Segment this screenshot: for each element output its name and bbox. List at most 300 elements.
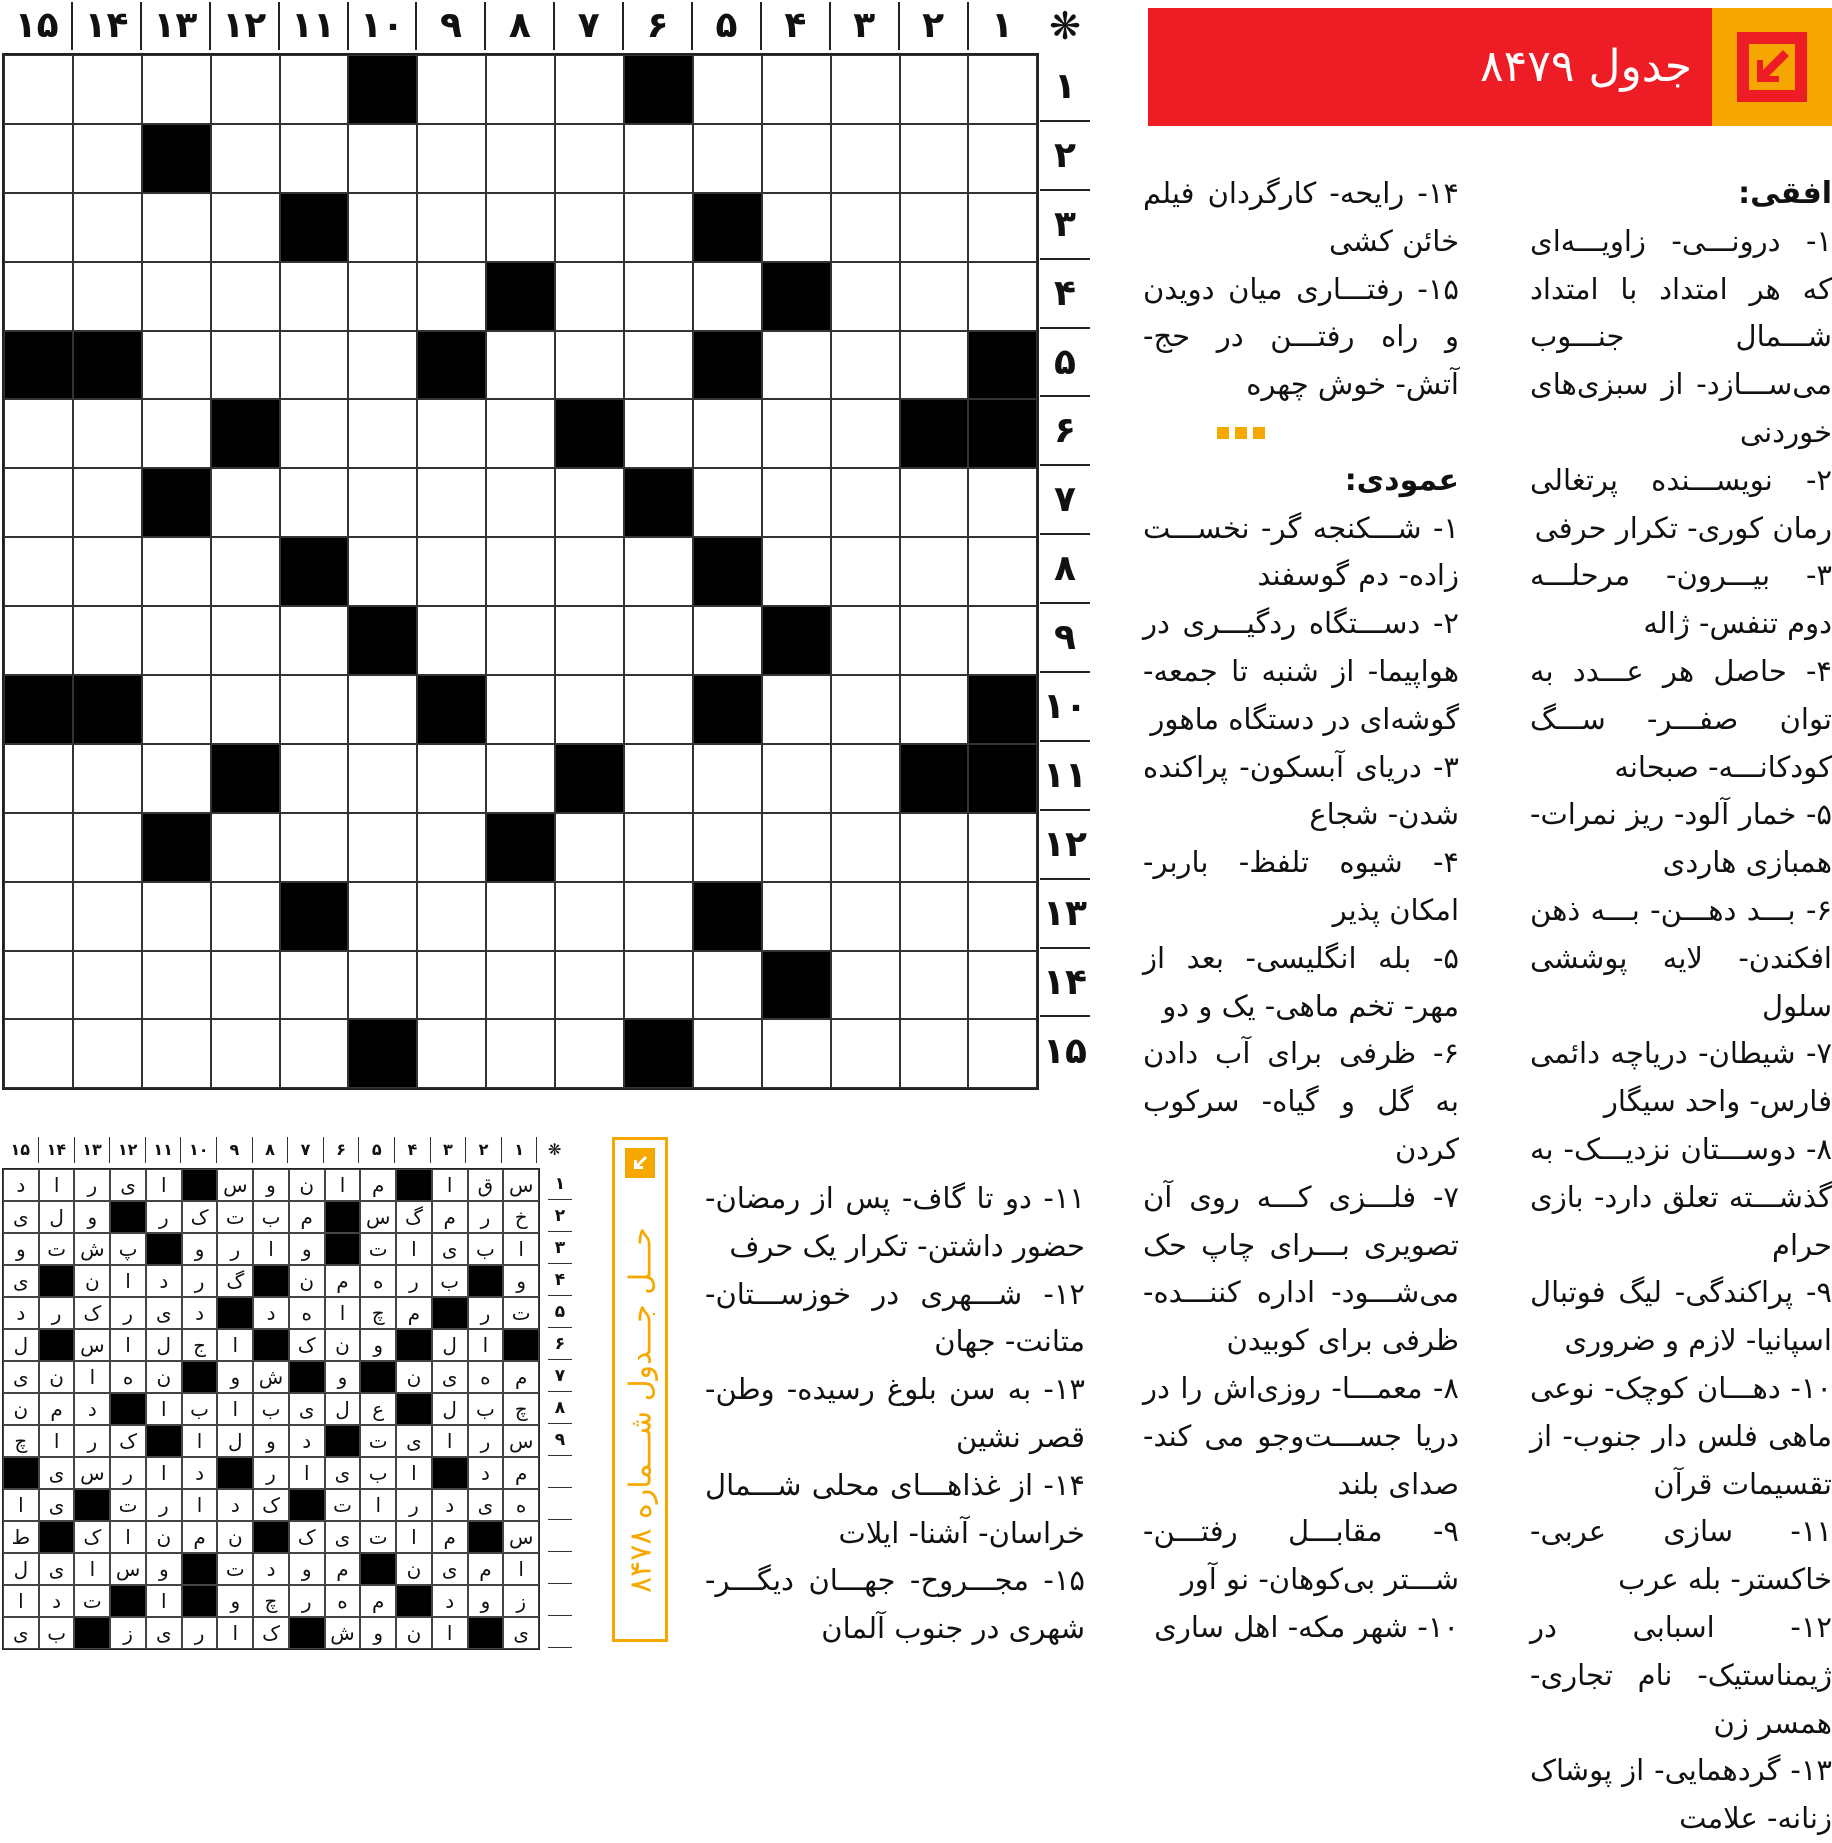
grid-row-label: ۷ [1040,466,1090,535]
grid-cell[interactable] [417,399,486,468]
grid-cell[interactable] [280,124,349,193]
grid-cell[interactable] [486,124,555,193]
grid-cell[interactable] [900,468,969,537]
solution-block-cell [289,1489,325,1521]
grid-cell[interactable] [280,1019,349,1088]
solution-grid [2,1168,540,1650]
grid-block-cell [348,606,417,675]
grid-cell[interactable] [348,744,417,813]
grid-cell[interactable] [348,951,417,1020]
solution-cell: د [432,1585,468,1617]
grid-cell[interactable] [348,193,417,262]
grid-cell[interactable] [555,951,624,1020]
solution-cell: ج [182,1329,218,1361]
solution-cell: ن [396,1553,432,1585]
grid-cell[interactable] [73,744,142,813]
solution-cell: ا [182,1489,218,1521]
solution-cell: ن [396,1617,432,1649]
grid-cell[interactable] [831,675,900,744]
solution-cell: ن [217,1521,253,1553]
grid-cell[interactable] [831,262,900,331]
grid-column-label: ۶ [622,2,691,50]
down-clue-14: ۱۴- از غذاهـــای محلی شـــمال خراسان- آشنا- ایلات [705,1467,1085,1550]
solution-cell: د [217,1489,253,1521]
grid-cell[interactable] [348,882,417,951]
solution-cell: ک [110,1425,146,1457]
solution-cell: ا [74,1553,110,1585]
grid-cell[interactable] [624,951,693,1020]
grid-cell[interactable] [417,55,486,124]
grid-cell[interactable] [486,537,555,606]
grid-cell[interactable] [417,1019,486,1088]
grid-cell[interactable] [211,675,280,744]
solution-block-cell [468,1617,504,1649]
grid-cell[interactable] [4,1019,73,1088]
grid-cell[interactable] [486,193,555,262]
grid-cell[interactable] [624,744,693,813]
grid-cell[interactable] [73,399,142,468]
solution-cell: ر [182,1265,218,1297]
down-clue-11: ۱۱- دو تا گاف- پس از رمضان- حضور داشتن- تکرار یک حرف [705,1181,1085,1263]
grid-cell[interactable] [762,1019,831,1088]
grid-cell[interactable] [142,262,211,331]
solution-cell: م [360,1169,396,1201]
grid-cell[interactable] [968,813,1037,882]
solution-cell: و [74,1201,110,1233]
solution-cell: ا [3,1585,39,1617]
grid-cell[interactable] [73,537,142,606]
solution-block-cell [146,1233,182,1265]
grid-cell[interactable] [142,399,211,468]
solution-cell: ز [110,1617,146,1649]
grid-cell[interactable] [693,399,762,468]
down-clue-13: ۱۳- به سن بلوغ رسیده- وطن- قصر نشین [705,1372,1085,1454]
grid-cell[interactable] [4,882,73,951]
grid-cell[interactable] [280,675,349,744]
solution-column-label: ۱۴ [38,1137,74,1163]
grid-cell[interactable] [211,55,280,124]
grid-cell[interactable] [624,813,693,882]
grid-column-label: ۱۴ [71,2,140,50]
lower-clues-column [705,1175,1085,1653]
solution-cell: ا [396,1233,432,1265]
solution-cell: ت [503,1297,539,1329]
grid-cell[interactable] [624,193,693,262]
grid-cell[interactable] [417,537,486,606]
grid-block-cell [142,124,211,193]
solution-cell: ا [146,1169,182,1201]
grid-cell[interactable] [486,675,555,744]
grid-cell[interactable] [211,262,280,331]
grid-cell[interactable] [142,744,211,813]
grid-cell[interactable] [211,606,280,675]
grid-cell[interactable] [348,124,417,193]
grid-cell[interactable] [142,1019,211,1088]
grid-cell[interactable] [4,262,73,331]
solution-cell: ر [74,1169,110,1201]
solution-block-cell [360,1553,396,1585]
grid-cell[interactable] [624,606,693,675]
grid-cell[interactable] [280,399,349,468]
solution-cell: ن [146,1361,182,1393]
solution-cell: ی [432,1553,468,1585]
grid-cell[interactable] [4,606,73,675]
grid-cell[interactable] [4,55,73,124]
solution-cell: س [110,1553,146,1585]
grid-cell[interactable] [142,951,211,1020]
grid-cell[interactable] [900,813,969,882]
grid-cell[interactable] [693,55,762,124]
grid-cell[interactable] [211,537,280,606]
solution-cell: ا [182,1425,218,1457]
puzzle-header [1148,8,1832,126]
grid-cell[interactable] [693,813,762,882]
grid-cell[interactable] [900,262,969,331]
grid-cell[interactable] [693,606,762,675]
grid-cell[interactable] [831,1019,900,1088]
grid-cell[interactable] [486,331,555,400]
grid-block-cell [280,882,349,951]
grid-cell[interactable] [73,882,142,951]
grid-block-cell [693,193,762,262]
grid-cell[interactable] [555,1019,624,1088]
grid-block-cell [280,537,349,606]
solution-block-cell [182,1169,218,1201]
solution-cell: ک [74,1297,110,1329]
down-clue-6: ۶- ظرفی برای آب دادن به گل و گیاه- سرکوب کردن [1143,1036,1459,1166]
grid-cell[interactable] [348,675,417,744]
grid-cell[interactable] [280,262,349,331]
solution-cell: چ [360,1297,396,1329]
grid-row-label: ۶ [1040,397,1090,466]
solution-cell: ک [182,1201,218,1233]
grid-cell[interactable] [968,1019,1037,1088]
grid-cell[interactable] [348,399,417,468]
grid-cell[interactable] [831,813,900,882]
grid-cell[interactable] [417,813,486,882]
solution-cell: ی [503,1617,539,1649]
grid-cell[interactable] [73,813,142,882]
grid-cell[interactable] [831,744,900,813]
grid-cell[interactable] [555,537,624,606]
grid-cell[interactable] [693,262,762,331]
grid-cell[interactable] [417,193,486,262]
grid-cell[interactable] [555,331,624,400]
solution-cell: م [432,1201,468,1233]
grid-cell[interactable] [142,606,211,675]
grid-cell[interactable] [417,262,486,331]
grid-block-cell [624,1019,693,1088]
grid-cell[interactable] [624,262,693,331]
solution-block-cell [217,1297,253,1329]
grid-cell[interactable] [73,606,142,675]
solution-cell: ر [74,1425,110,1457]
grid-cell[interactable] [280,744,349,813]
grid-cell[interactable] [73,193,142,262]
grid-cell[interactable] [968,193,1037,262]
grid-cell[interactable] [417,606,486,675]
grid-cell[interactable] [693,124,762,193]
grid-cell[interactable] [142,675,211,744]
grid-cell[interactable] [417,882,486,951]
solution-cell: ن [39,1361,75,1393]
grid-row-label: ۳ [1040,191,1090,260]
grid-cell[interactable] [211,813,280,882]
grid-cell[interactable] [4,537,73,606]
grid-row-label: ۴ [1040,260,1090,329]
grid-cell[interactable] [762,882,831,951]
solution-cell: ر [468,1297,504,1329]
crossword-grid[interactable] [2,53,1039,1090]
grid-cell[interactable] [555,606,624,675]
grid-cell[interactable] [831,124,900,193]
grid-cell[interactable] [417,744,486,813]
grid-cell[interactable] [968,882,1037,951]
solution-cell: ر [182,1617,218,1649]
grid-cell[interactable] [900,55,969,124]
grid-cell[interactable] [486,744,555,813]
solution-cell: د [253,1297,289,1329]
arrow-down-left-icon [625,1148,655,1178]
solution-cell: ز [503,1585,539,1617]
solution-block-cell [325,1233,361,1265]
solution-cell: ت [360,1521,396,1553]
grid-cell[interactable] [280,951,349,1020]
grid-cell[interactable] [348,537,417,606]
grid-cell[interactable] [900,124,969,193]
grid-cell[interactable] [486,1019,555,1088]
grid-cell[interactable] [624,537,693,606]
solution-cell: ا [217,1617,253,1649]
grid-cell[interactable] [693,1019,762,1088]
solution-cell: ا [110,1329,146,1361]
solution-block-cell [253,1521,289,1553]
grid-cell[interactable] [624,675,693,744]
grid-cell[interactable] [693,468,762,537]
grid-cell[interactable] [831,55,900,124]
grid-cell[interactable] [555,124,624,193]
grid-cell[interactable] [142,193,211,262]
grid-cell[interactable] [142,537,211,606]
grid-cell[interactable] [968,468,1037,537]
solution-cell: و [3,1233,39,1265]
grid-cell[interactable] [280,331,349,400]
grid-cell[interactable] [4,124,73,193]
grid-cell[interactable] [900,675,969,744]
grid-cell[interactable] [348,262,417,331]
grid-cell[interactable] [73,468,142,537]
grid-cell[interactable] [555,813,624,882]
grid-cell[interactable] [4,468,73,537]
grid-cell[interactable] [693,744,762,813]
solution-cell: ا [325,1297,361,1329]
grid-cell[interactable] [486,55,555,124]
solution-cell: ا [110,1265,146,1297]
grid-cell[interactable] [762,813,831,882]
solution-cell: ی [3,1265,39,1297]
grid-cell[interactable] [762,675,831,744]
grid-cell[interactable] [900,951,969,1020]
grid-cell[interactable] [762,124,831,193]
solution-cell: ر [110,1457,146,1489]
grid-cell[interactable] [280,468,349,537]
grid-cell[interactable] [831,882,900,951]
grid-cell[interactable] [211,468,280,537]
grid-cell[interactable] [555,675,624,744]
grid-cell[interactable] [73,951,142,1020]
grid-cell[interactable] [624,124,693,193]
grid-column-label: ۲ [898,2,967,50]
grid-cell[interactable] [831,193,900,262]
across-clue-12: ۱۲- اسبابی در ژیمناستیک- نام تجاری- همسر زن [1530,1609,1832,1740]
solution-block-cell [39,1521,75,1553]
grid-cell[interactable] [73,262,142,331]
solution-cell: ا [217,1329,253,1361]
grid-cell[interactable] [348,468,417,537]
grid-cell[interactable] [831,951,900,1020]
grid-cell[interactable] [486,606,555,675]
grid-cell[interactable] [486,951,555,1020]
grid-cell[interactable] [555,193,624,262]
grid-cell[interactable] [900,1019,969,1088]
solution-block-cell [396,1329,432,1361]
solution-block-cell [74,1489,110,1521]
solution-cell: ا [503,1553,539,1585]
grid-cell[interactable] [4,399,73,468]
grid-cell[interactable] [486,882,555,951]
grid-block-cell [142,468,211,537]
solution-title: حـــل جـــدول شـــماره ۸۴۷۸ [623,1227,659,1593]
solution-cell: ا [74,1361,110,1393]
grid-cell[interactable] [4,193,73,262]
grid-cell[interactable] [831,606,900,675]
grid-cell[interactable] [142,331,211,400]
solution-cell: ی [325,1521,361,1553]
grid-cell[interactable] [762,399,831,468]
grid-cell[interactable] [348,813,417,882]
solution-cell: د [468,1457,504,1489]
grid-cell[interactable] [900,537,969,606]
grid-cell[interactable] [831,399,900,468]
grid-cell[interactable] [555,882,624,951]
grid-cell[interactable] [555,55,624,124]
solution-cell: م [396,1297,432,1329]
grid-cell[interactable] [417,468,486,537]
grid-cell[interactable] [4,813,73,882]
solution-row-label [548,1520,572,1552]
across-clue-2: ۲- نویســـنده پرتغالی رمان کوری- تکرار حرفی [1530,462,1832,545]
down-clue-3: ۳- دریای آبسکون- پراکنده شدن- شجاع [1143,749,1459,832]
grid-cell[interactable] [831,331,900,400]
grid-cell[interactable] [211,193,280,262]
grid-cell[interactable] [693,951,762,1020]
grid-cell[interactable] [762,744,831,813]
across-clue-7: ۷- شیطان- دریاچه دائمی فارس- واحد سیگار [1530,1036,1832,1119]
across-clue-9: ۹- پراکندگی- لیگ فوتبال اسپانیا- لازم و ضروری [1530,1275,1832,1358]
grid-cell[interactable] [762,193,831,262]
grid-cell[interactable] [555,468,624,537]
grid-cell[interactable] [968,951,1037,1020]
grid-cell[interactable] [762,537,831,606]
solution-cell: خ [503,1201,539,1233]
grid-cell[interactable] [211,331,280,400]
solution-cell: د [3,1297,39,1329]
solution-cell: ت [360,1233,396,1265]
grid-cell[interactable] [211,124,280,193]
grid-row-label: ۱ [1040,53,1090,122]
grid-cell[interactable] [486,399,555,468]
across-clue-4: ۴- حاصل هر عـــدد به توان صفـــر- ســـگ کودکانـــه- صبحانه [1530,653,1832,784]
grid-cell[interactable] [211,951,280,1020]
solution-column-label: ۵ [358,1137,394,1163]
grid-cell[interactable] [417,951,486,1020]
grid-cell[interactable] [73,124,142,193]
grid-cell[interactable] [486,468,555,537]
solution-cell: ی [432,1233,468,1265]
grid-cell[interactable] [968,262,1037,331]
across-clue-10: ۱۰- دهـــان کوچک- نوعی ماهی فلس دار جنوب- از تقسیمات قرآن [1530,1370,1832,1501]
grid-cell[interactable] [555,262,624,331]
grid-cell[interactable] [624,331,693,400]
grid-cell[interactable] [4,951,73,1020]
grid-cell[interactable] [73,55,142,124]
grid-cell[interactable] [762,468,831,537]
grid-block-cell [762,262,831,331]
grid-cell[interactable] [142,882,211,951]
grid-cell[interactable] [900,606,969,675]
solution-block-cell [325,1425,361,1457]
grid-cell[interactable] [762,331,831,400]
grid-cell[interactable] [417,124,486,193]
across-clue-5: ۵- خمار آلود- ریز نمرات- همبازی هاردی [1530,797,1832,880]
solution-cell: د [182,1457,218,1489]
solution-cell: ی [146,1297,182,1329]
solution-cell: ی [3,1201,39,1233]
grid-cell[interactable] [624,882,693,951]
grid-cell[interactable] [831,468,900,537]
grid-cell[interactable] [900,193,969,262]
grid-cell[interactable] [900,882,969,951]
grid-cell[interactable] [762,55,831,124]
solution-cell: ا [146,1457,182,1489]
grid-cell[interactable] [280,813,349,882]
solution-cell: ب [360,1457,396,1489]
solution-cell: م [289,1201,325,1233]
solution-block-cell [325,1201,361,1233]
grid-cell[interactable] [211,882,280,951]
grid-cell[interactable] [968,606,1037,675]
grid-cell[interactable] [624,399,693,468]
grid-cell[interactable] [968,55,1037,124]
grid-cell[interactable] [280,606,349,675]
solution-cell: م [503,1457,539,1489]
grid-cell[interactable] [4,744,73,813]
grid-cell[interactable] [831,537,900,606]
grid-block-cell [762,606,831,675]
grid-cell[interactable] [73,1019,142,1088]
grid-cell[interactable] [280,55,349,124]
grid-cell[interactable] [211,1019,280,1088]
solution-block-cell [396,1585,432,1617]
down-clue-15: ۱۵- مجـــروح- جهـــان دیگـــر- شهری در جنوب آلمان [705,1563,1085,1646]
grid-cell[interactable] [900,331,969,400]
solution-cell: ب [253,1393,289,1425]
grid-cell[interactable] [348,331,417,400]
grid-cell[interactable] [968,537,1037,606]
solution-block-cell [182,1585,218,1617]
grid-cell[interactable] [968,124,1037,193]
grid-cell[interactable] [142,55,211,124]
